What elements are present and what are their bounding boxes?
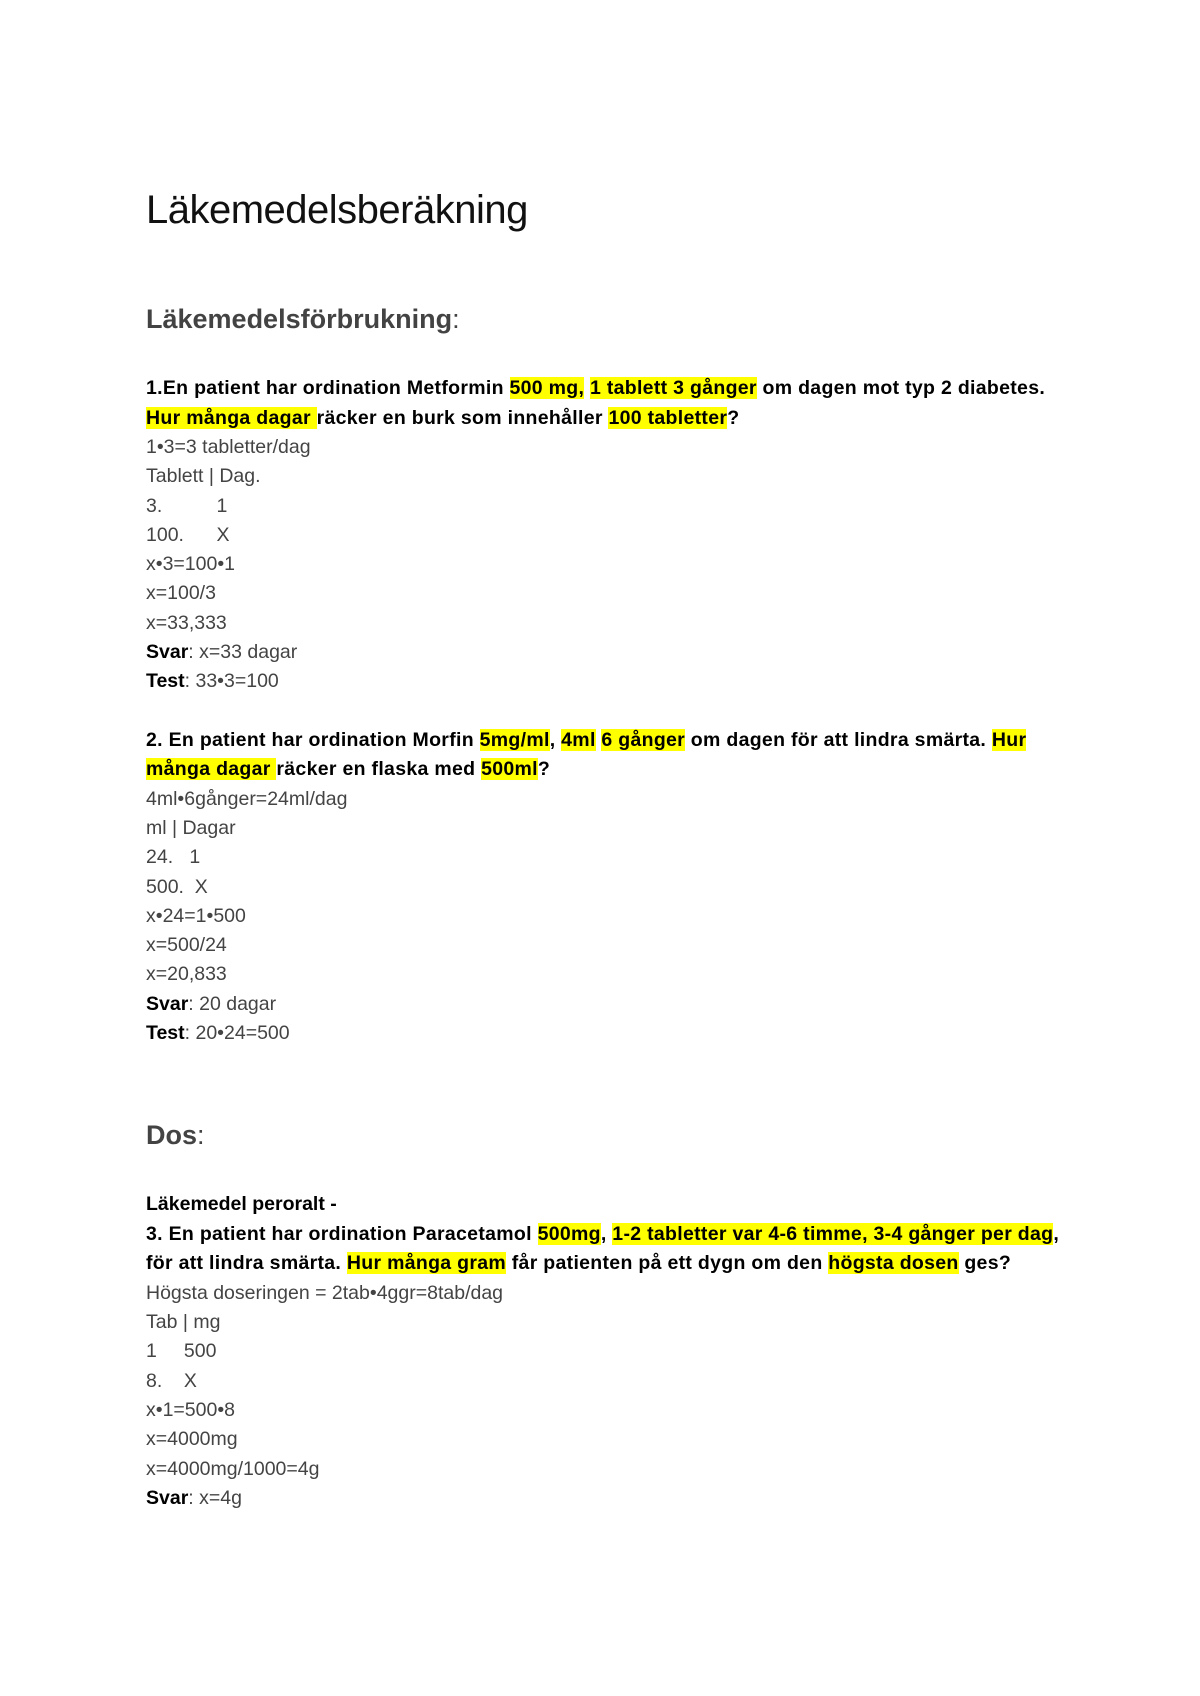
answer-label: Svar — [146, 1486, 189, 1509]
problem-1-answer — [146, 638, 1080, 667]
question-text: räcker en burk som innehåller — [316, 406, 609, 429]
highlighted-text: 500 mg, — [509, 377, 585, 399]
problem-1 — [146, 374, 1080, 697]
section-heading-colon: : — [197, 1120, 205, 1151]
question-text: får patienten på ett dygn om den — [506, 1252, 829, 1275]
calculation-line: ml | Dagar — [146, 816, 236, 839]
problem-1-test — [146, 667, 1080, 696]
section-heading-text: Läkemedelsförbrukning — [146, 304, 453, 334]
problem-2 — [146, 726, 1080, 1049]
calculation-line: 8. X — [146, 1369, 197, 1392]
calculation-line: 100. X — [146, 523, 230, 546]
problem-3 — [146, 1190, 1080, 1513]
test-label: Test — [146, 670, 185, 693]
highlighted-text: Hur många gram — [346, 1252, 507, 1275]
document-title: Läkemedelsberäkning — [146, 188, 528, 232]
calculation-line: x=33,333 — [146, 611, 227, 634]
section-heading-colon: : — [452, 304, 460, 334]
calculation-line: 500. X — [146, 875, 208, 898]
section-heading-dos — [146, 1118, 1080, 1152]
question-text: räcker en flaska med — [276, 758, 482, 781]
calculation-line: 3. 1 — [146, 494, 228, 517]
test-value: : 20•24=500 — [184, 1022, 290, 1045]
problem-2-answer — [146, 990, 1080, 1019]
calculation-line: Högsta doseringen = 2tab•4ggr=8tab/dag — [146, 1281, 504, 1304]
question-text: , för att lindra smärta. — [146, 1222, 1060, 1275]
answer-value: : x=4g — [188, 1486, 242, 1509]
highlighted-text: 6 gånger — [601, 728, 686, 751]
problem-2-calculation — [146, 785, 1080, 990]
highlighted-text: 1-2 tabletter var 4-6 timme, 3-4 gånger per dag — [612, 1222, 1054, 1245]
calculation-line: x=20,833 — [146, 963, 227, 986]
highlighted-text: 500ml — [481, 758, 538, 781]
calculation-line: 1•3=3 tabletter/dag — [146, 436, 311, 458]
calculation-line: Tablett | Dag. — [146, 465, 261, 488]
question-text: , — [549, 728, 562, 751]
answer-value: : 20 dagar — [188, 992, 277, 1015]
question-text: , — [600, 1222, 613, 1245]
answer-label: Svar — [146, 641, 189, 664]
question-text: 3. En patient har ordination Paracetamol — [146, 1222, 538, 1245]
section-heading-forbrukning — [146, 302, 1080, 336]
problem-3-answer — [146, 1484, 1080, 1513]
highlighted-text: 1 tablett 3 gånger — [589, 377, 757, 399]
question-text: ges? — [958, 1252, 1012, 1275]
calculation-line: x=500/24 — [146, 934, 227, 957]
calculation-line: x=100/3 — [146, 582, 216, 605]
question-text: 1.En patient har ordination Metformin — [146, 377, 510, 399]
answer-label: Svar — [146, 992, 189, 1015]
test-value: : 33•3=100 — [184, 670, 279, 693]
calculation-line: x•3=100•1 — [146, 553, 236, 576]
calculation-line: 24. 1 — [146, 846, 201, 869]
problem-2-test — [146, 1019, 1080, 1048]
spacer — [146, 1048, 1080, 1118]
spacer — [146, 697, 1080, 726]
problem-1-calculation — [146, 433, 1080, 638]
question-text: om dagen för att lindra smärta. — [685, 728, 992, 751]
calculation-line: 4ml•6gånger=24ml/dag — [146, 787, 348, 810]
calculation-line: x•1=500•8 — [146, 1399, 236, 1422]
question-text: 2. En patient har ordination Morfin — [146, 728, 480, 751]
test-label: Test — [146, 1022, 185, 1045]
highlighted-text: Hur många dagar — [146, 728, 1027, 781]
question-text: ? — [727, 406, 740, 429]
calculation-line: x=4000mg — [146, 1428, 238, 1451]
highlighted-text: 4ml — [561, 728, 596, 751]
section-heading-text: Dos — [146, 1120, 198, 1151]
highlighted-text: 100 tabletter — [608, 406, 728, 429]
problem-3-calculation — [146, 1279, 1080, 1484]
highlighted-text: 500mg — [537, 1222, 601, 1245]
highlighted-text: Hur många dagar — [146, 406, 317, 429]
calculation-line: 1 500 — [146, 1340, 217, 1363]
problem-3-subheading: Läkemedel peroralt - — [146, 1193, 337, 1216]
problem-1-question — [146, 374, 1080, 433]
problem-3-question — [146, 1220, 1080, 1279]
answer-value: : x=33 dagar — [188, 641, 298, 664]
calculation-line: x=4000mg/1000=4g — [146, 1457, 320, 1480]
highlighted-text: 5mg/ml — [479, 728, 550, 751]
calculation-line: Tab | mg — [146, 1311, 221, 1334]
problem-2-question — [146, 726, 1080, 785]
highlighted-text: högsta dosen — [828, 1252, 959, 1275]
calculation-line: x•24=1•500 — [146, 904, 246, 927]
question-text: om dagen mot typ 2 diabetes. — [756, 377, 1046, 399]
question-text: ? — [537, 758, 551, 781]
